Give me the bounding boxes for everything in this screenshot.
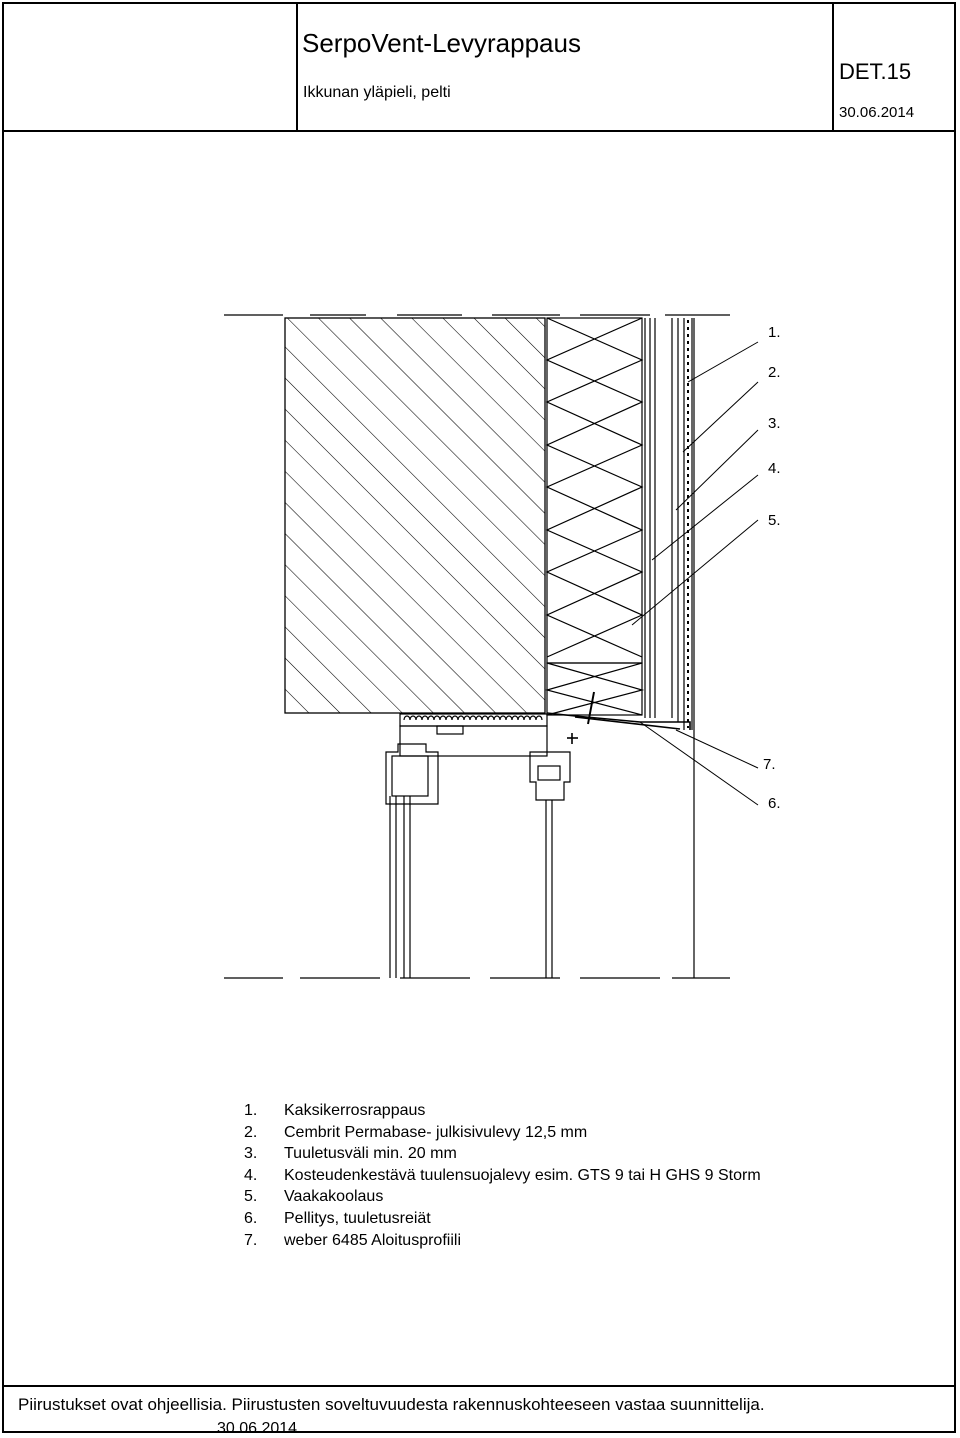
legend-item: 3. Tuuletusväli min. 20 mm xyxy=(244,1145,457,1163)
insulation xyxy=(547,318,642,715)
legend-item: 1. Kaksikerrosrappaus xyxy=(244,1102,426,1119)
legend-item: 7. weber 6485 Aloitusprofiili xyxy=(244,1231,461,1249)
callout-labels xyxy=(763,324,781,812)
concrete-lintel xyxy=(285,318,545,713)
head-seal xyxy=(400,714,547,726)
drawing-title: SerpoVent-Levyrappaus xyxy=(302,28,581,58)
footer xyxy=(2,1385,956,1435)
callout-1: 1. xyxy=(768,324,781,341)
detail-code: DET.15 xyxy=(839,59,912,84)
drawing-subtitle: Ikkunan yläpieli, pelti xyxy=(303,84,451,101)
header-date: 30.06.2014 xyxy=(839,104,915,121)
leader-lines xyxy=(632,342,758,805)
legend-item: 6. Pellitys, tuuletusreiät xyxy=(244,1209,431,1227)
callout-7: 7. xyxy=(763,756,776,773)
callout-6: 6. xyxy=(768,795,781,812)
callout-4: 4. xyxy=(768,460,781,477)
callout-3: 3. xyxy=(768,415,781,432)
legend-item: 5. Vaakakoolaus xyxy=(244,1188,384,1206)
disclaimer: Piirustukset ovat ohjeellisia. Piirustusten soveltuvuudesta rakennuskohteeseen vastaa suunnittelija. xyxy=(18,1395,765,1414)
callout-2: 2. xyxy=(768,364,781,381)
footer-date: 30.06.2014 xyxy=(217,1420,298,1437)
legend-item: 2. Cembrit Permabase- julkisivulevy 12,5 mm xyxy=(244,1123,588,1141)
render-board xyxy=(684,318,694,978)
legend xyxy=(244,1100,761,1251)
flashing xyxy=(547,692,690,744)
wind-barrier xyxy=(645,318,678,722)
window-frame xyxy=(386,726,570,978)
legend-item: 4. Kosteudenkestävä tuulensuojalevy esim. GTS 9 tai H GHS 9 Storm xyxy=(244,1166,761,1184)
callout-5: 5. xyxy=(768,512,781,529)
